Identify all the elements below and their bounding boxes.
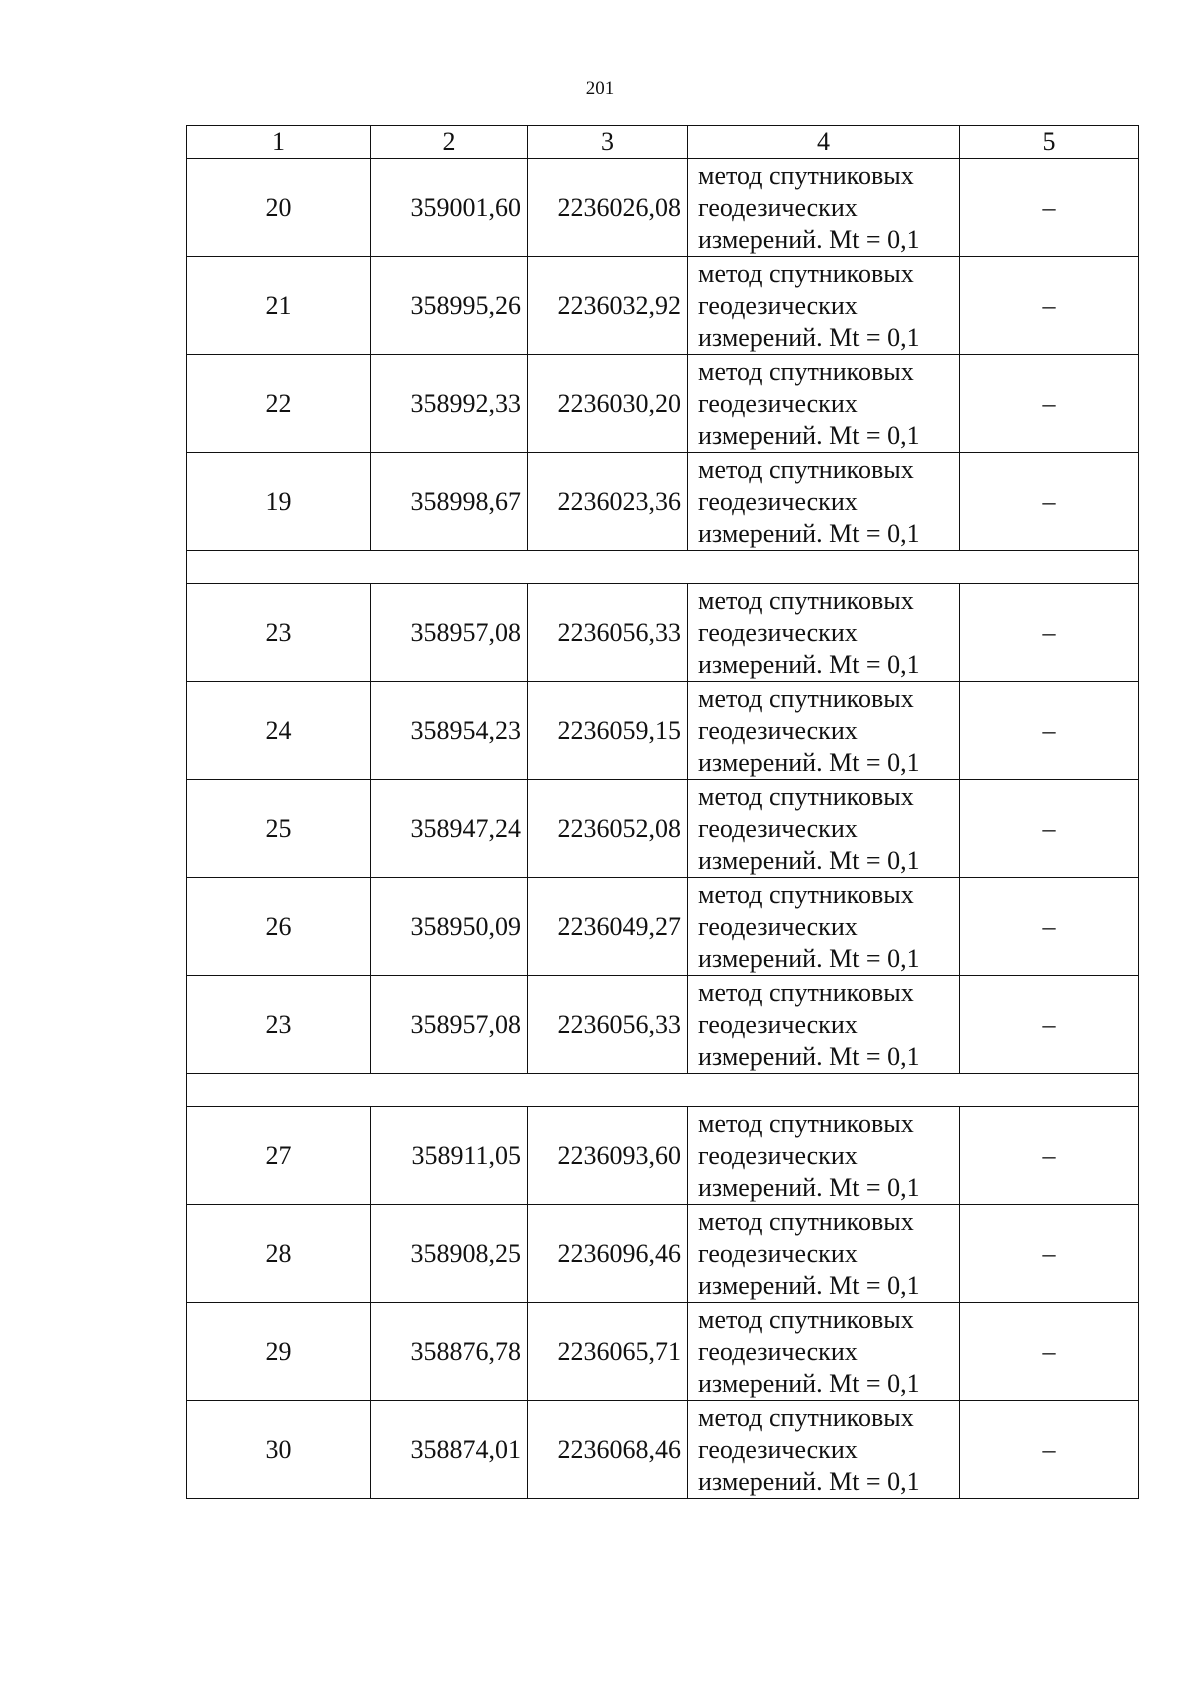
table-row — [187, 780, 1139, 878]
header-cell-5: 5 — [960, 126, 1139, 159]
method-line: геодезических — [698, 813, 858, 843]
note-cell: – — [960, 1205, 1139, 1303]
x-coordinate-cell: 358954,23 — [371, 682, 528, 780]
note-cell: – — [960, 257, 1139, 355]
method-line: метод спутниковых — [698, 356, 914, 386]
method-cell — [688, 355, 960, 453]
method-line: геодезических — [698, 388, 858, 418]
method-line: измерений. Mt = 0,1 — [698, 747, 920, 777]
x-coordinate-cell: 358998,67 — [371, 453, 528, 551]
method-line: геодезических — [698, 715, 858, 745]
x-coordinate-cell: 358911,05 — [371, 1107, 528, 1205]
x-coordinate-cell: 358995,26 — [371, 257, 528, 355]
point-number-cell: 27 — [187, 1107, 371, 1205]
method-line: геодезических — [698, 911, 858, 941]
method-line: измерений. Mt = 0,1 — [698, 649, 920, 679]
y-coordinate-cell: 2236052,08 — [528, 780, 688, 878]
y-coordinate-cell: 2236023,36 — [528, 453, 688, 551]
method-line: метод спутниковых — [698, 1402, 914, 1432]
method-line: измерений. Mt = 0,1 — [698, 420, 920, 450]
x-coordinate-cell: 358876,78 — [371, 1303, 528, 1401]
x-coordinate-cell: 358950,09 — [371, 878, 528, 976]
y-coordinate-cell: 2236056,33 — [528, 976, 688, 1074]
header-cell-1: 1 — [187, 126, 371, 159]
method-line: измерений. Mt = 0,1 — [698, 1368, 920, 1398]
x-coordinate-cell: 358992,33 — [371, 355, 528, 453]
method-line: измерений. Mt = 0,1 — [698, 845, 920, 875]
group-separator-cell — [187, 551, 1139, 584]
method-line: метод спутниковых — [698, 1304, 914, 1334]
note-cell: – — [960, 159, 1139, 257]
header-row — [187, 126, 1139, 159]
table-row — [187, 1205, 1139, 1303]
point-number-cell: 23 — [187, 976, 371, 1074]
y-coordinate-cell: 2236059,15 — [528, 682, 688, 780]
point-number-cell: 30 — [187, 1401, 371, 1499]
group-separator-row — [187, 551, 1139, 584]
table-row — [187, 1401, 1139, 1499]
x-coordinate-cell: 358957,08 — [371, 584, 528, 682]
y-coordinate-cell: 2236049,27 — [528, 878, 688, 976]
note-cell: – — [960, 1401, 1139, 1499]
x-coordinate-cell: 358874,01 — [371, 1401, 528, 1499]
method-line: измерений. Mt = 0,1 — [698, 224, 920, 254]
point-number-cell: 24 — [187, 682, 371, 780]
x-coordinate-cell: 358947,24 — [371, 780, 528, 878]
y-coordinate-cell: 2236030,20 — [528, 355, 688, 453]
method-line: измерений. Mt = 0,1 — [698, 1466, 920, 1496]
note-cell: – — [960, 682, 1139, 780]
table-row — [187, 584, 1139, 682]
method-cell — [688, 878, 960, 976]
header-cell-4: 4 — [688, 126, 960, 159]
group-separator-cell — [187, 1074, 1139, 1107]
point-number-cell: 25 — [187, 780, 371, 878]
method-cell — [688, 453, 960, 551]
method-line: измерений. Mt = 0,1 — [698, 1041, 920, 1071]
table-row — [187, 453, 1139, 551]
y-coordinate-cell: 2236096,46 — [528, 1205, 688, 1303]
coordinates-table — [186, 125, 1139, 1499]
point-number-cell: 22 — [187, 355, 371, 453]
method-line: геодезических — [698, 192, 858, 222]
table-row — [187, 257, 1139, 355]
method-cell — [688, 584, 960, 682]
table-row — [187, 878, 1139, 976]
note-cell: – — [960, 976, 1139, 1074]
table-row — [187, 976, 1139, 1074]
point-number-cell: 20 — [187, 159, 371, 257]
method-line: геодезических — [698, 1140, 858, 1170]
method-cell — [688, 1401, 960, 1499]
method-line: измерений. Mt = 0,1 — [698, 1270, 920, 1300]
table-row — [187, 682, 1139, 780]
method-cell — [688, 780, 960, 878]
point-number-cell: 23 — [187, 584, 371, 682]
method-line: метод спутниковых — [698, 977, 914, 1007]
table-row — [187, 355, 1139, 453]
method-line: геодезических — [698, 1009, 858, 1039]
y-coordinate-cell: 2236068,46 — [528, 1401, 688, 1499]
method-line: метод спутниковых — [698, 879, 914, 909]
group-separator-row — [187, 1074, 1139, 1107]
method-line: метод спутниковых — [698, 585, 914, 615]
method-line: метод спутниковых — [698, 454, 914, 484]
x-coordinate-cell: 358908,25 — [371, 1205, 528, 1303]
method-line: измерений. Mt = 0,1 — [698, 943, 920, 973]
method-cell — [688, 257, 960, 355]
method-line: геодезических — [698, 1336, 858, 1366]
method-line: измерений. Mt = 0,1 — [698, 322, 920, 352]
method-line: измерений. Mt = 0,1 — [698, 1172, 920, 1202]
method-line: геодезических — [698, 290, 858, 320]
table-row — [187, 159, 1139, 257]
header-cell-3: 3 — [528, 126, 688, 159]
point-number-cell: 29 — [187, 1303, 371, 1401]
table-row — [187, 1303, 1139, 1401]
y-coordinate-cell: 2236056,33 — [528, 584, 688, 682]
method-line: метод спутниковых — [698, 258, 914, 288]
point-number-cell: 28 — [187, 1205, 371, 1303]
method-line: метод спутниковых — [698, 1108, 914, 1138]
y-coordinate-cell: 2236065,71 — [528, 1303, 688, 1401]
note-cell: – — [960, 355, 1139, 453]
x-coordinate-cell: 359001,60 — [371, 159, 528, 257]
y-coordinate-cell: 2236026,08 — [528, 159, 688, 257]
method-line: геодезических — [698, 486, 858, 516]
x-coordinate-cell: 358957,08 — [371, 976, 528, 1074]
note-cell: – — [960, 878, 1139, 976]
page-number: 201 — [585, 78, 615, 99]
method-cell — [688, 1107, 960, 1205]
table-row — [187, 1107, 1139, 1205]
y-coordinate-cell: 2236093,60 — [528, 1107, 688, 1205]
method-line: метод спутниковых — [698, 683, 914, 713]
note-cell: – — [960, 1303, 1139, 1401]
note-cell: – — [960, 780, 1139, 878]
method-line: геодезических — [698, 1434, 858, 1464]
point-number-cell: 21 — [187, 257, 371, 355]
point-number-cell: 19 — [187, 453, 371, 551]
point-number-cell: 26 — [187, 878, 371, 976]
method-cell — [688, 976, 960, 1074]
note-cell: – — [960, 584, 1139, 682]
method-cell — [688, 682, 960, 780]
method-line: геодезических — [698, 617, 858, 647]
method-line: геодезических — [698, 1238, 858, 1268]
note-cell: – — [960, 1107, 1139, 1205]
method-line: метод спутниковых — [698, 1206, 914, 1236]
table-body — [187, 126, 1139, 1499]
method-cell — [688, 159, 960, 257]
method-cell — [688, 1205, 960, 1303]
method-line: измерений. Mt = 0,1 — [698, 518, 920, 548]
method-line: метод спутниковых — [698, 781, 914, 811]
header-cell-2: 2 — [371, 126, 528, 159]
method-cell — [688, 1303, 960, 1401]
note-cell: – — [960, 453, 1139, 551]
y-coordinate-cell: 2236032,92 — [528, 257, 688, 355]
method-line: метод спутниковых — [698, 160, 914, 190]
